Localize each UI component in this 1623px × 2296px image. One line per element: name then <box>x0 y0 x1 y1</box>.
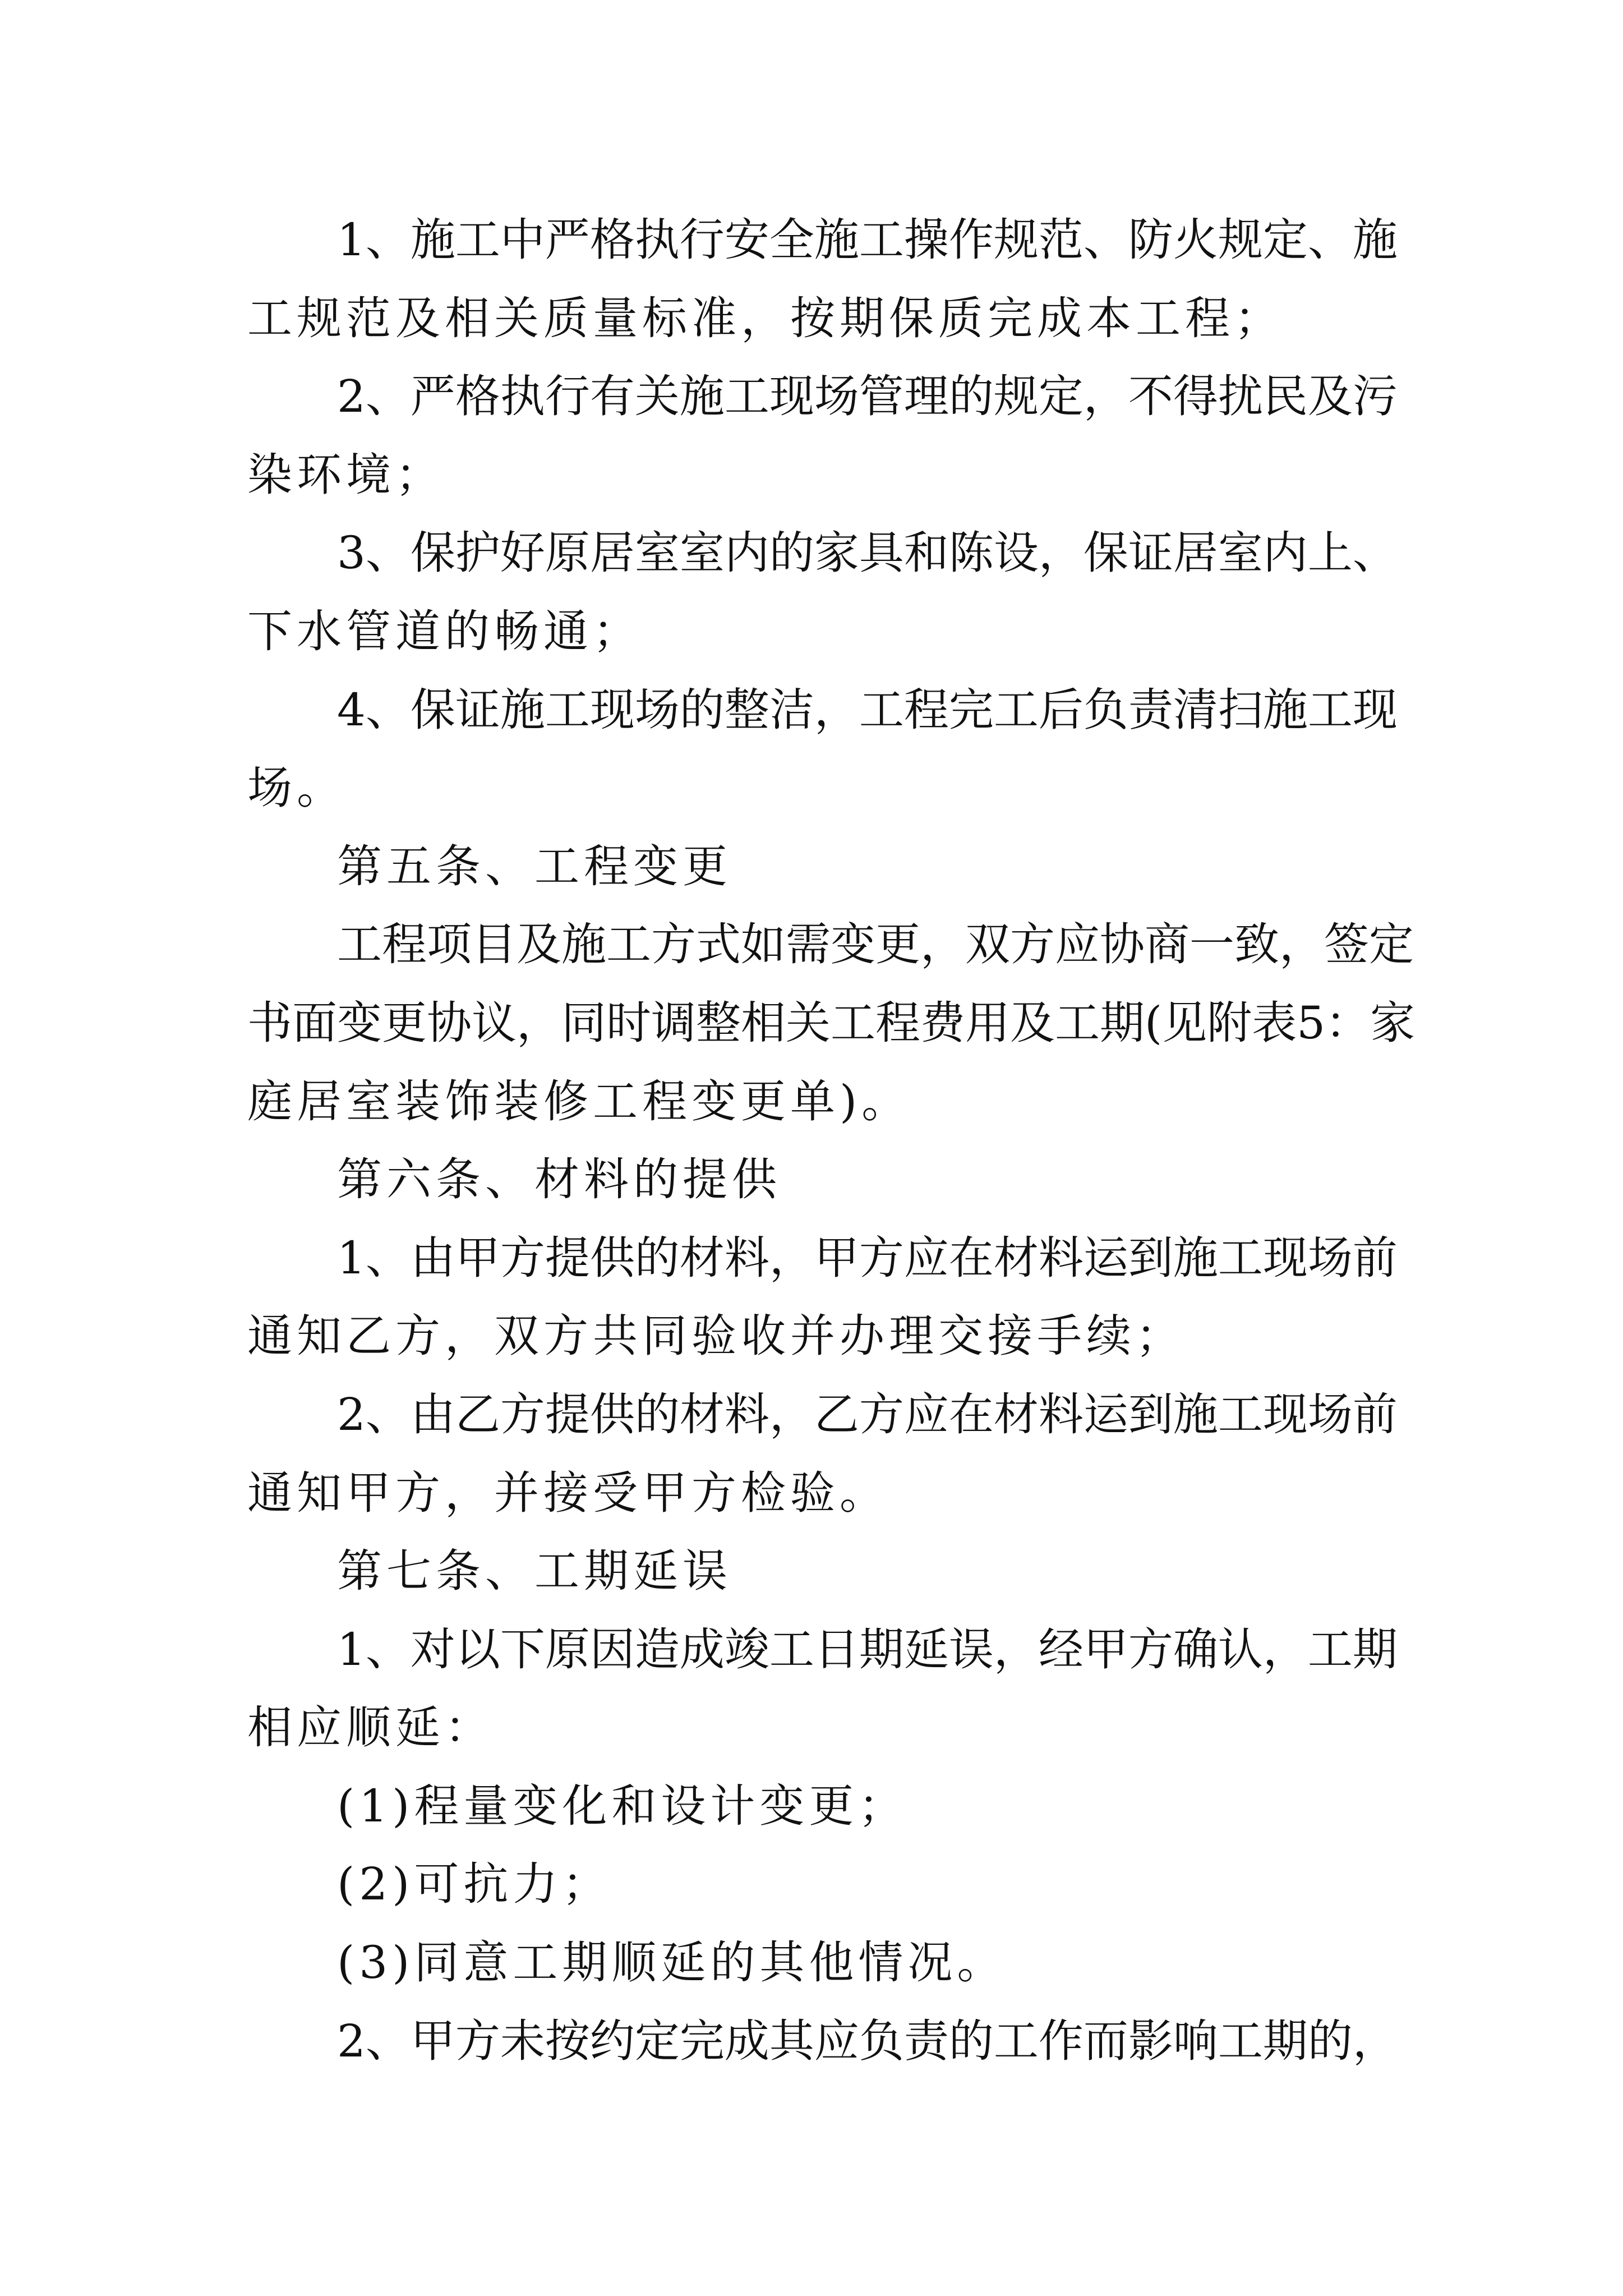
text-line: 场。 <box>247 762 346 815</box>
text-line: 相应顺延： <box>247 1701 494 1754</box>
text-line: 通知甲方，并接受甲方检验。 <box>247 1466 889 1519</box>
section-heading: 第六条、材料的提供 <box>337 1153 781 1206</box>
text-line: 2、甲方未按约定完成其应负责的工作而影响工期的， <box>337 2014 1398 2067</box>
section-heading: 第五条、工程变更 <box>337 840 732 892</box>
text-line: 4、保证施工现场的整洁，工程完工后负责清扫施工现 <box>337 683 1398 736</box>
text-line: 庭居室装饰装修工程变更单)。 <box>247 1075 911 1128</box>
text-line: 工程项目及施工方式如需变更，双方应协商一致，签定 <box>337 918 1414 971</box>
text-line: 2、由乙方提供的材料，乙方应在材料运到施工现场前 <box>337 1388 1398 1441</box>
section-heading: 第七条、工期延误 <box>337 1545 732 1598</box>
text-line: 1、施工中严格执行安全施工操作规范、防火规定、施 <box>337 214 1398 266</box>
text-line: 1、由甲方提供的材料，甲方应在材料运到施工现场前 <box>337 1231 1398 1284</box>
list-item: (3)同意工期顺延的其他情况。 <box>337 1936 1007 1989</box>
text-line: 下水管道的畅通； <box>247 605 642 657</box>
document-body <box>247 201 1415 2080</box>
text-line: 书面变更协议，同时调整相关工程费用及工期(见附表5：家 <box>247 996 1415 1049</box>
text-line: 1、对以下原因造成竣工日期延误，经甲方确认，工期 <box>337 1623 1398 1676</box>
text-line: 2、严格执行有关施工现场管理的规定，不得扰民及污 <box>337 370 1398 423</box>
list-item: (2)可抗力； <box>337 1858 612 1911</box>
text-line: 染环境； <box>247 448 445 501</box>
list-item: (1)程量变化和设计变更； <box>337 1779 908 1832</box>
text-line: 3、保护好原居室室内的家具和陈设，保证居室内上、 <box>337 527 1398 579</box>
text-line: 通知乙方，双方共同验收并办理交接手续； <box>247 1310 1185 1363</box>
text-line: 工规范及相关质量标准，按期保质完成本工程； <box>247 292 1284 344</box>
